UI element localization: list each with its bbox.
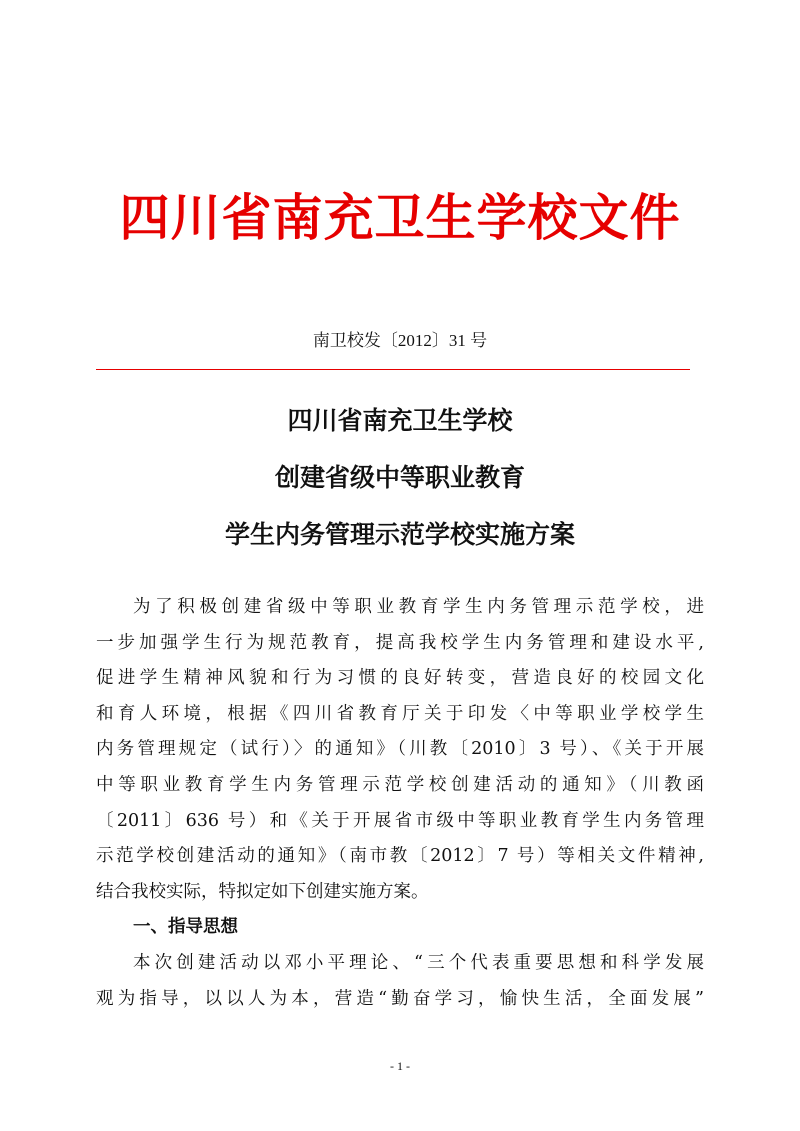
body-line: 〔2011〕636 号）和《关于开展省市级中等职业教育学生内务管理 (96, 810, 704, 831)
title-line: 四川省南充卫生学校 (287, 406, 513, 435)
document-body (96, 590, 704, 1017)
document-header-title: 四川省南充卫生学校文件 (119, 188, 681, 247)
body-line: 示范学校创建活动的通知》（南市教〔2012〕7 号）等相关文件精神, (96, 846, 704, 867)
body-line: 促进学生精神风貌和行为习惯的良好转变，营造良好的校园文化 (96, 668, 704, 689)
title-line: 创建省级中等职业教育 (274, 463, 525, 492)
page-number: - 1 - (390, 1059, 410, 1073)
body-line: 为了积极创建省级中等职业教育学生内务管理示范学校，进 (133, 597, 704, 617)
document-title (96, 392, 704, 563)
header-divider (96, 369, 690, 370)
body-line: 和育人环境，根据《四川省教育厅关于印发〈中等职业学校学生 (96, 703, 704, 724)
body-line: 一步加强学生行为规范教育，提高我校学生内务管理和建设水平, (96, 632, 704, 653)
body-line: 观为指导，以以人为本，营造“勤奋学习，愉快生活，全面发展” (96, 988, 704, 1009)
document-number: 南卫校发〔2012〕31 号 (312, 331, 488, 350)
body-line: 本次创建活动以邓小平理论、“三个代表重要思想和科学发展 (133, 952, 704, 973)
title-line: 学生内务管理示范学校实施方案 (224, 520, 575, 549)
section-heading: 一、指导思想 (133, 917, 238, 938)
body-line: 结合我校实际，特拟定如下创建实施方案。 (96, 881, 429, 902)
body-line: 中等职业教育学生内务管理示范学校创建活动的通知》（川教函 (96, 774, 704, 795)
body-line: 内务管理规定（试行）〉的通知》（川教〔2010〕3 号）、《关于开展 (96, 739, 704, 760)
